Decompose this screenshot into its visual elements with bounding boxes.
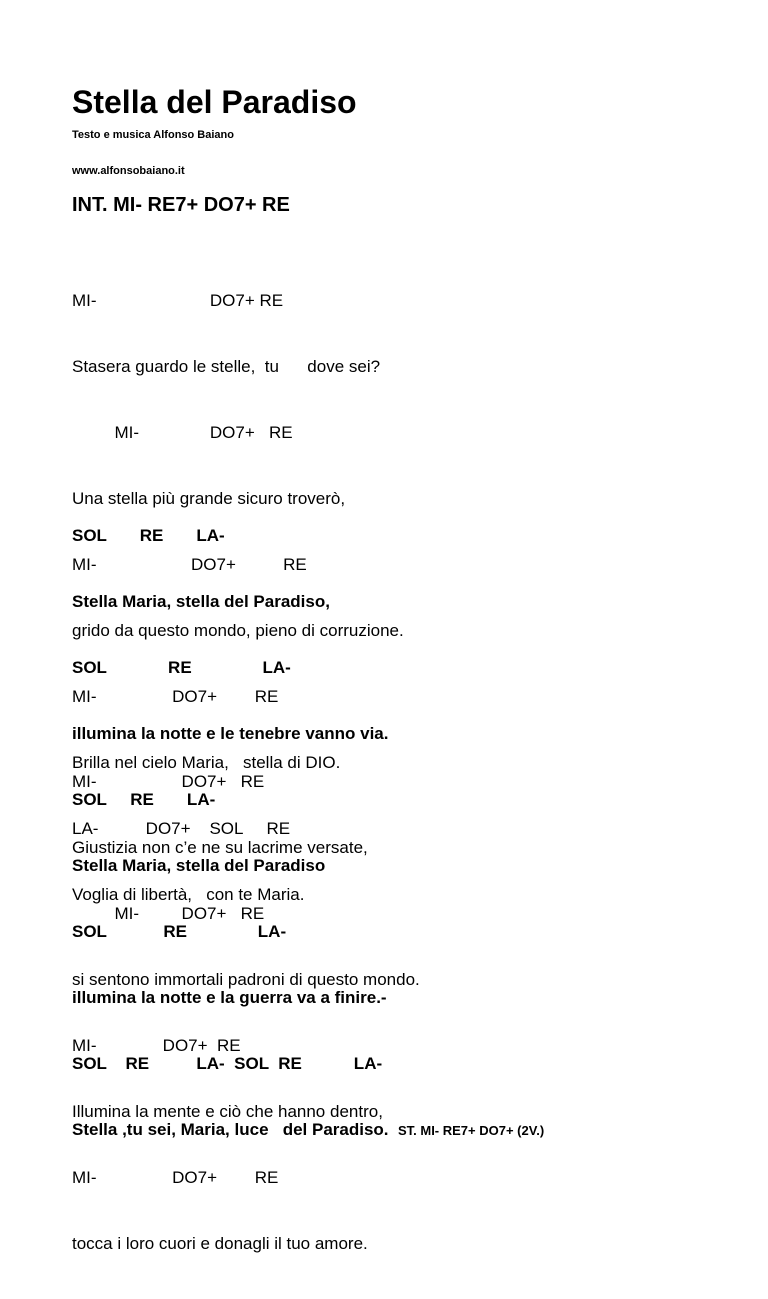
chord-line: LA- DO7+ SOL RE xyxy=(72,819,291,838)
lyric-line: illumina la notte e le tenebre vanno via. xyxy=(72,724,389,743)
chord-line: MI- DO7+ RE xyxy=(72,291,284,310)
lyric-line: tocca i loro cuori e donagli il tuo amore. xyxy=(72,1234,368,1253)
chord-line: MI- DO7+ RE xyxy=(72,1168,279,1187)
website: www.alfonsobaiano.it xyxy=(72,165,185,177)
lyric-line: Giustizia non c’e ne su lacrime versate, xyxy=(72,838,368,857)
song-title: Stella del Paradiso xyxy=(72,84,357,120)
credits: Testo e musica Alfonso Baiano xyxy=(72,129,234,141)
lyric-line: Illumina la mente e ciò che hanno dentro, xyxy=(72,1102,383,1121)
lyric-line: Una stella più grande sicuro troverò, xyxy=(72,489,346,508)
chorus-tail: ST. MI- RE7+ DO7+ (2V.) xyxy=(397,1123,545,1138)
lyric-line: Stella Maria, stella del Paradiso, xyxy=(72,592,330,611)
chord-line: SOL RE LA- xyxy=(72,790,216,809)
chord-line: MI- DO7+ RE xyxy=(72,904,265,923)
intro-chords: INT. MI- RE7+ DO7+ RE xyxy=(72,194,290,216)
lyric-line: si sentono immortali padroni di questo mondo. xyxy=(72,970,420,989)
verse-2 xyxy=(72,727,420,1299)
chord-line: SOL RE LA- SOL RE LA- xyxy=(72,1054,383,1073)
chord-line: MI- DO7+ RE xyxy=(72,555,307,574)
lyric-line: grido da questo mondo, pieno di corruzione. xyxy=(72,621,404,640)
chord-line: MI- DO7+ RE xyxy=(72,772,265,791)
lyric-line: Stasera guardo le stelle, tu dove sei? xyxy=(72,357,381,376)
lyric-line: Stella Maria, stella del Paradiso xyxy=(72,856,326,875)
lyric-line: illumina la notte e la guerra va a finire.- xyxy=(72,988,387,1007)
lyric-line: Voglia di libertà, con te Maria. xyxy=(72,885,305,904)
chord-line: SOL RE LA- xyxy=(72,922,287,941)
lyric-line: Brilla nel cielo Maria, stella di DIO. xyxy=(72,753,341,772)
chord-line: SOL RE LA- xyxy=(72,658,291,677)
chord-line: MI- DO7+ RE xyxy=(72,1036,241,1055)
chord-line: MI- DO7+ RE xyxy=(72,423,293,442)
chord-line: MI- DO7+ RE xyxy=(72,687,279,706)
chord-line: SOL RE LA- xyxy=(72,526,225,545)
lyric-text: Stella ,tu sei, Maria, luce del Paradiso. xyxy=(72,1120,389,1139)
